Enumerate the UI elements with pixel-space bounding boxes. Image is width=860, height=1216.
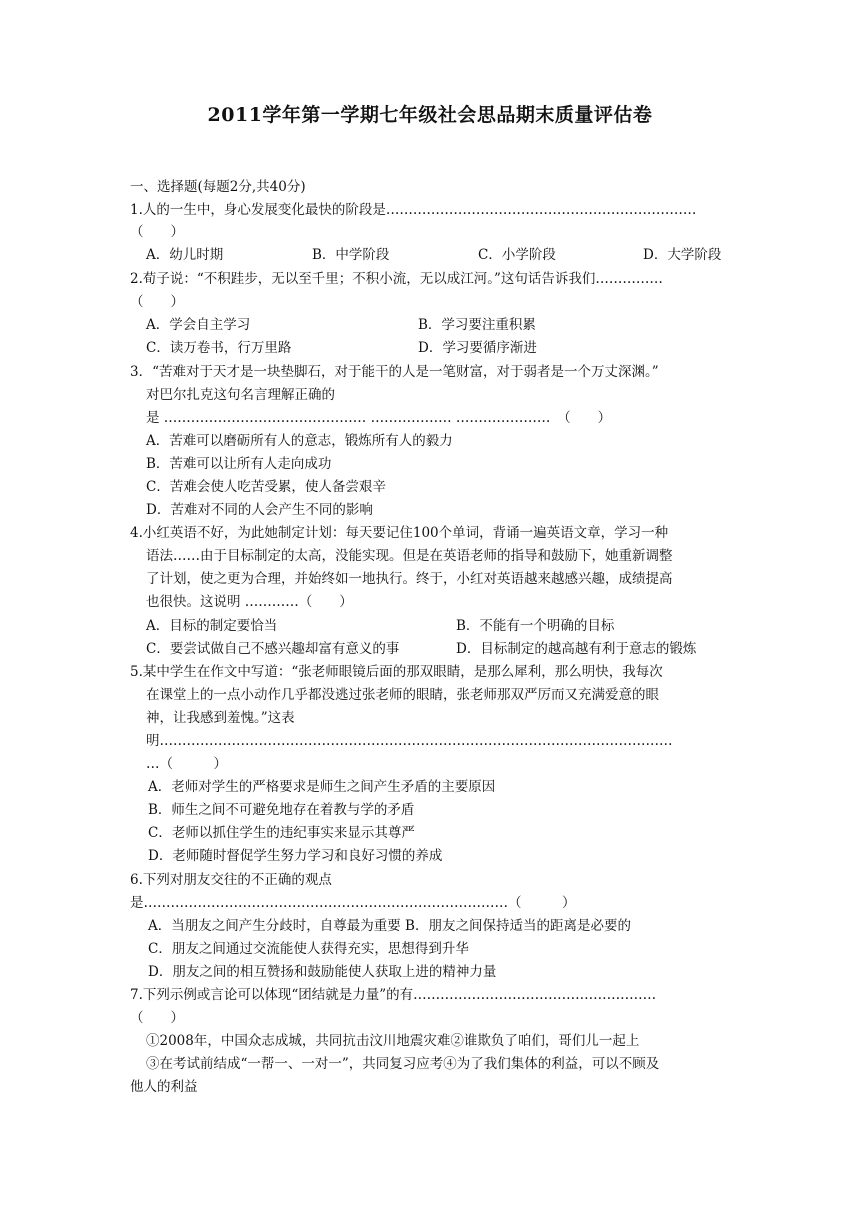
question-2-option-a: A．学会自主学习	[146, 317, 251, 333]
question-1-option-a: A．幼儿时期	[146, 247, 224, 263]
question-7-line-4: 他人的利益	[130, 1079, 198, 1095]
question-3-line-3: 是 ……………………………………… ……………… ………………… （ ）	[146, 410, 612, 426]
question-4-option-a: A．目标的制定要恰当	[146, 618, 278, 634]
question-4-line-1: 4.小红英语不好，为此她制定计划：每天要记住100个单词，背诵一遍英语文章，学习一种	[130, 525, 669, 541]
question-5-line-4: 明……………………………………………………………………………………………………	[146, 733, 673, 749]
question-5-option-d: D．老师随时督促学生努力学习和良好习惯的养成	[148, 848, 443, 864]
question-5-line-1: 5.某中学生在作文中写道：“张老师眼镜后面的那双眼睛，是那么犀利，那么明快，我每次	[130, 664, 663, 680]
question-1-option-c: C．小学阶段	[478, 247, 556, 263]
question-3-option-d: D．苦难对不同的人会产生不同的影响	[146, 502, 373, 518]
question-5-option-a: A．老师对学生的严格要求是师生之间产生矛盾的主要原因	[148, 779, 496, 795]
question-6-option-d: D．朋友之间的相互赞扬和鼓励能使人获取上进的精神力量	[148, 964, 497, 980]
question-7-stem: 7.下列示例或言论可以体现“团结就是力量”的有………………………………………………	[130, 987, 657, 1003]
question-3-line-2: 对巴尔扎克这句名言理解正确的	[146, 387, 335, 403]
question-4-option-d: D．目标制定的越高越有利于意志的锻炼	[456, 641, 697, 657]
question-1-paren: （ ）	[130, 224, 184, 240]
question-6-option-c: C．朋友之间通过交流能使人获得充实，思想得到升华	[148, 941, 469, 957]
question-2-paren: （ ）	[130, 294, 184, 310]
question-4-line-2: 语法……由于目标制定的太高，没能实现。但是在英语老师的指导和鼓励下，她重新调整	[146, 548, 673, 564]
question-4-line-3: 了计划，使之更为合理，并始终如一地执行。终于，小红对英语越来越感兴趣，成绩提高	[146, 571, 673, 587]
question-1-option-d: D．大学阶段	[643, 247, 722, 263]
question-5-line-2: 在课堂上的一点小动作几乎都没逃过张老师的眼睛，张老师那双严厉而又充满爱意的眼	[146, 687, 659, 703]
question-2-option-c: C．读万卷书，行万里路	[146, 340, 292, 356]
question-6-option-a-b: A．当朋友之间产生分歧时，自尊最为重要 B．朋友之间保持适当的距离是必要的	[148, 918, 631, 934]
question-4-option-c: C．要尝试做自己不感兴趣却富有意义的事	[146, 641, 400, 657]
page-title: 2011学年第一学期七年级社会思品期末质量评估卷	[207, 104, 653, 126]
question-2-option-b: B．学习要注重积累	[418, 317, 536, 333]
question-3-line-1: 3．“苦难对于天才是一块垫脚石，对于能干的人是一笔财富，对于弱者是一个万丈深渊。”	[130, 364, 659, 380]
question-1-option-b: B．中学阶段	[312, 247, 390, 263]
question-7-line-2: ①2008年，中国众志成城，共同抗击汶川地震灾难②谁欺负了咱们，哥们儿一起上	[146, 1033, 640, 1049]
question-5-line-3: 神，让我感到羞愧。”这表	[146, 710, 295, 726]
section-header: 一、选择题(每题2分,共40分)	[130, 179, 306, 195]
question-3-option-b: B．苦难可以让所有人走向成功	[146, 456, 332, 472]
question-5-line-5: …（ ）	[146, 756, 227, 772]
question-6-line-1: 6.下列对朋友交往的不正确的观点	[130, 872, 332, 888]
question-2-stem: 2.荀子说：“不积跬步，无以至千里；不积小流，无以成江河。”这句话告诉我们……………	[130, 271, 663, 287]
question-7-paren: （ ）	[130, 1010, 184, 1026]
question-3-option-c: C．苦难会使人吃苦受累，使人备尝艰辛	[146, 479, 386, 495]
question-5-option-b: B．师生之间不可避免地存在着教与学的矛盾	[148, 802, 415, 818]
question-7-line-3: ③在考试前结成“一帮一、一对一”，共同复习应考④为了我们集体的利益，可以不顾及	[146, 1056, 660, 1072]
question-2-option-d: D．学习要循序渐进	[418, 340, 537, 356]
question-3-option-a: A．苦难可以磨砺所有人的意志，锻炼所有人的毅力	[146, 433, 453, 449]
question-1-stem: 1.人的一生中，身心发展变化最快的阶段是……………………………………………………………	[130, 202, 697, 218]
question-4-option-b: B．不能有一个明确的目标	[456, 618, 615, 634]
question-6-line-2: 是………………………………………………………………………（ ）	[130, 895, 576, 911]
question-4-line-4: 也很快。这说明 …………（ ）	[146, 594, 353, 610]
question-5-option-c: C．老师以抓住学生的违纪事实来显示其尊严	[148, 825, 415, 841]
